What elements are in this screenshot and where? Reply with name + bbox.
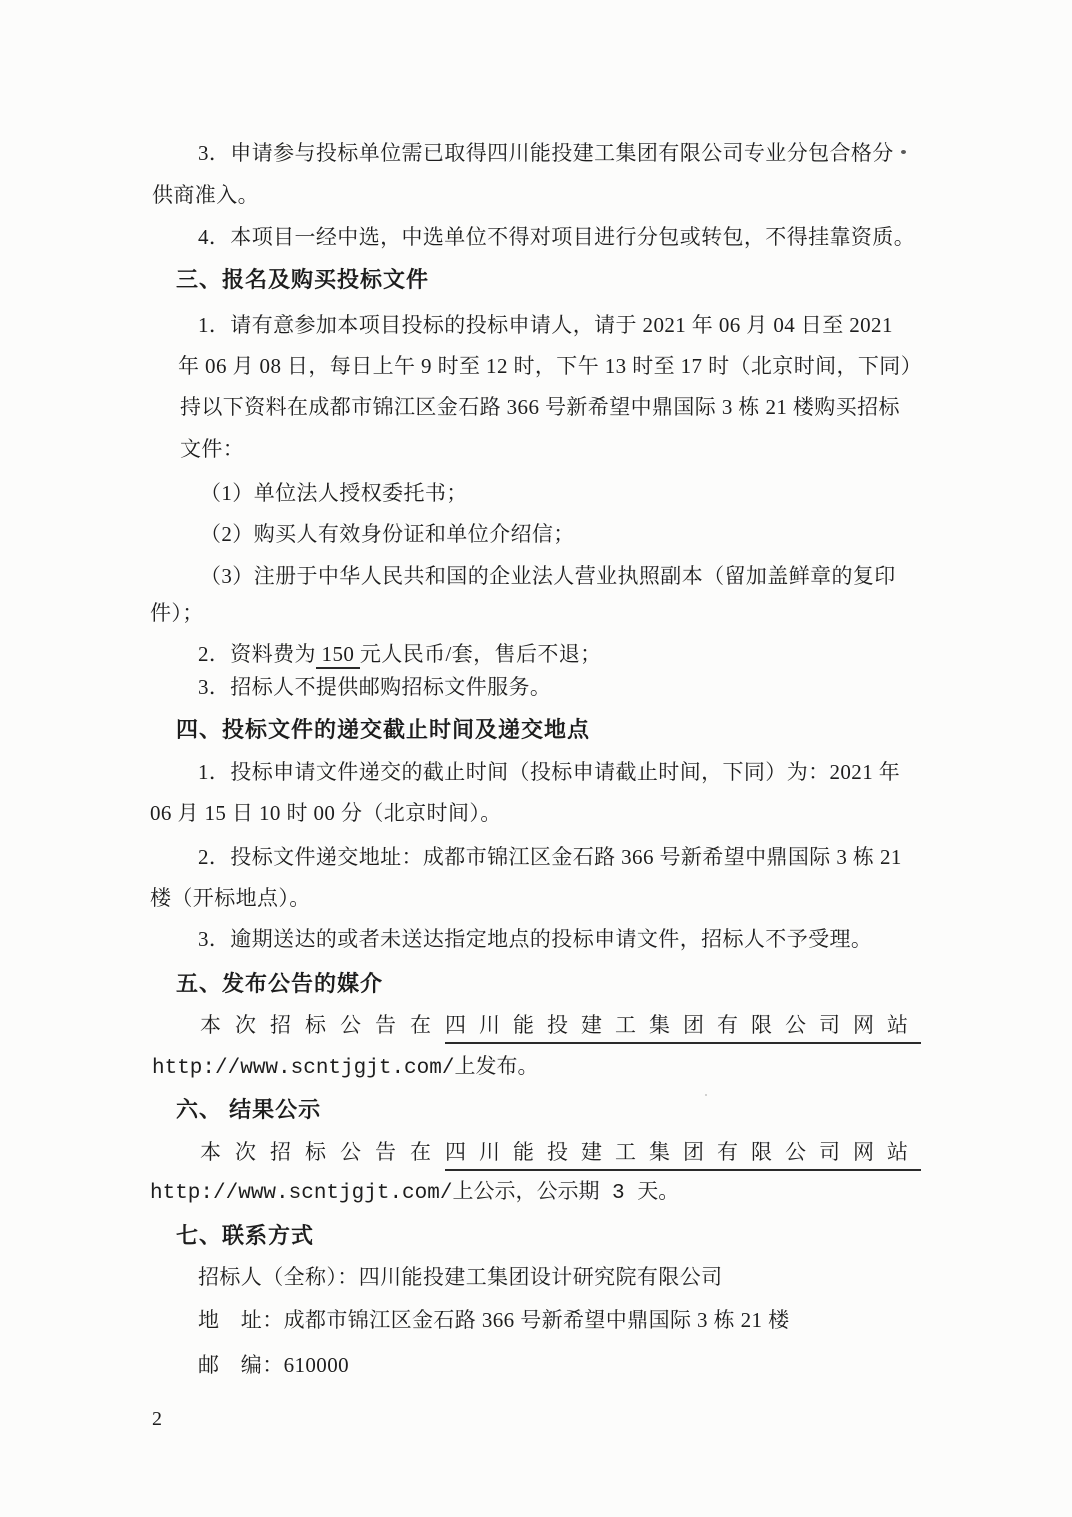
section-heading-3: 三、报名及购买投标文件 xyxy=(176,267,430,292)
body-line: （1）单位法人授权委托书； xyxy=(200,481,468,505)
section-heading-6: 六、 结果公示 xyxy=(176,1097,322,1122)
website-name-underlined: 四川能投建工集团有限公司网站 xyxy=(445,1139,921,1171)
website-url: http://www.scntjgjt.com/上公示，公示期 3 天。 xyxy=(150,1182,680,1205)
body-line: 2．投标文件递交地址：成都市锦江区金石路 366 号新希望中鼎国际 3 栋 21 xyxy=(198,845,902,869)
contact-zip-line: 邮 编：610000 xyxy=(198,1353,349,1377)
section-heading-7: 七、联系方式 xyxy=(176,1223,315,1248)
fee-unit: 元人民币/套，售后不退； xyxy=(359,642,602,666)
contact-name-line: 招标人（全称）：四川能投建工集团设计研究院有限公司 xyxy=(198,1265,723,1289)
body-line: 件）； xyxy=(150,601,204,625)
body-line: （2）购买人有效身份证和单位介绍信； xyxy=(200,522,575,546)
body-line: （3）注册于中华人民共和国的企业法人营业执照副本（留加盖鲜章的复印 xyxy=(200,564,896,588)
section-heading-5: 五、发布公告的媒介 xyxy=(176,971,384,996)
body-line: 3．申请参与投标单位需已取得四川能投建工集团有限公司专业分包合格分 xyxy=(198,141,894,165)
fee-value-underlined: 150 xyxy=(316,642,360,669)
fee-label: 2．资料费为 xyxy=(198,642,316,666)
announcement-line xyxy=(200,1139,921,1171)
body-line: 供商准入。 xyxy=(152,183,259,207)
announcement-lead: 本次招标公告在 xyxy=(200,1140,445,1164)
website-url: http://www.scntjgjt.com/上发布。 xyxy=(152,1057,539,1080)
website-name-underlined: 四川能投建工集团有限公司网站 xyxy=(445,1012,921,1044)
body-line: 文件： xyxy=(180,437,245,461)
scan-speck xyxy=(470,680,472,682)
announcement-lead: 本次招标公告在 xyxy=(200,1013,445,1037)
body-line: 3．逾期送达的或者未送达指定地点的投标申请文件，招标人不予受理。 xyxy=(198,927,873,951)
body-line: 楼（开标地点）。 xyxy=(150,886,311,910)
scan-speck xyxy=(901,150,906,154)
section-heading-4: 四、投标文件的递交截止时间及递交地点 xyxy=(176,717,591,742)
body-line: 年 06 月 08 日，每日上午 9 时至 12 时，下午 13 时至 17 时（北京时间，下同） xyxy=(178,354,923,378)
body-line-fee xyxy=(198,641,602,668)
body-line: 4．本项目一经中选，中选单位不得对项目进行分包或转包，不得挂靠资质。 xyxy=(198,225,916,249)
body-line: 3．招标人不提供邮购招标文件服务。 xyxy=(198,675,552,699)
body-line: 1．投标申请文件递交的截止时间（投标申请截止时间，下同）为：2021 年 xyxy=(198,760,901,784)
page-number: 2 xyxy=(152,1408,162,1430)
body-line: 06 月 15 日 10 时 00 分（北京时间）。 xyxy=(150,801,502,825)
announcement-line xyxy=(200,1012,921,1044)
scan-speck xyxy=(705,1094,707,1096)
body-line: 1．请有意参加本项目投标的投标申请人，请于 2021 年 06 月 04 日至 2021 xyxy=(198,313,893,337)
body-line: 持以下资料在成都市锦江区金石路 366 号新希望中鼎国际 3 栋 21 楼购买招标 xyxy=(180,395,900,419)
contact-address-line: 地 址：成都市锦江区金石路 366 号新希望中鼎国际 3 栋 21 楼 xyxy=(198,1308,790,1332)
